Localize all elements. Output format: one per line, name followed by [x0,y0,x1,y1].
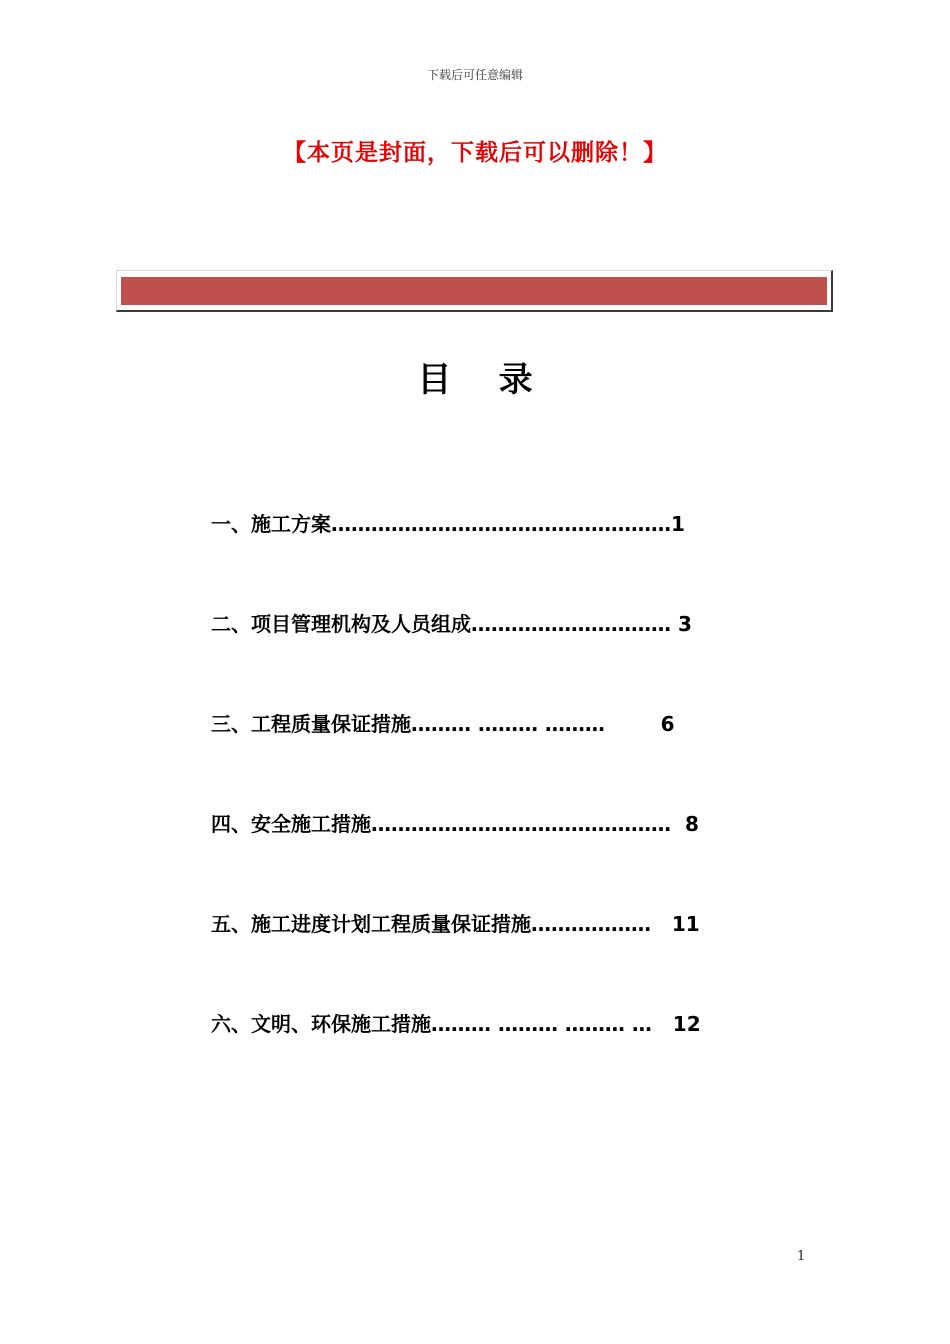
cover-removal-notice: 【本页是封面，下载后可以删除！】 [283,140,667,166]
toc-item-1[interactable] [211,506,811,606]
toc-item-4[interactable] [211,806,811,906]
toc-item-3[interactable] [211,706,811,806]
toc-item-page: 12 [672,1012,701,1036]
toc-item-leader: ……… ……… ……… … [431,1012,673,1036]
toc-item-label: 五、施工进度计划工程质量保证措施 [211,912,531,936]
toc-item-leader: ……… ……… ……… [411,712,661,736]
table-of-contents [211,506,811,1106]
banner-red-bar [121,277,827,305]
toc-title: 目 录 [417,360,533,400]
toc-item-page: 6 [660,712,675,736]
toc-item-label: 一、施工方案 [211,512,331,536]
toc-item-page: 1 [671,512,685,536]
page-number: 1 [797,1249,806,1264]
decorative-banner [116,270,833,312]
toc-item-label: 二、项目管理机构及人员组成 [211,612,471,636]
header-note: 下载后可任意编辑 [426,68,523,82]
toc-item-5[interactable] [211,906,811,1006]
toc-item-label: 四、安全施工措施 [211,812,371,836]
toc-item-6[interactable] [211,1006,811,1106]
toc-item-leader: …………………………………………… [331,512,671,536]
toc-item-page: 8 [684,812,699,836]
toc-item-page: 3 [677,612,692,636]
toc-item-leader: ……………… [531,912,672,936]
toc-item-page: 11 [671,912,700,936]
toc-item-leader: ……………………………………… [371,812,685,836]
toc-item-label: 三、工程质量保证措施 [211,712,411,736]
toc-item-leader: ………………………… [471,612,678,636]
toc-item-label: 六、文明、环保施工措施 [211,1012,431,1036]
toc-item-2[interactable] [211,606,811,706]
